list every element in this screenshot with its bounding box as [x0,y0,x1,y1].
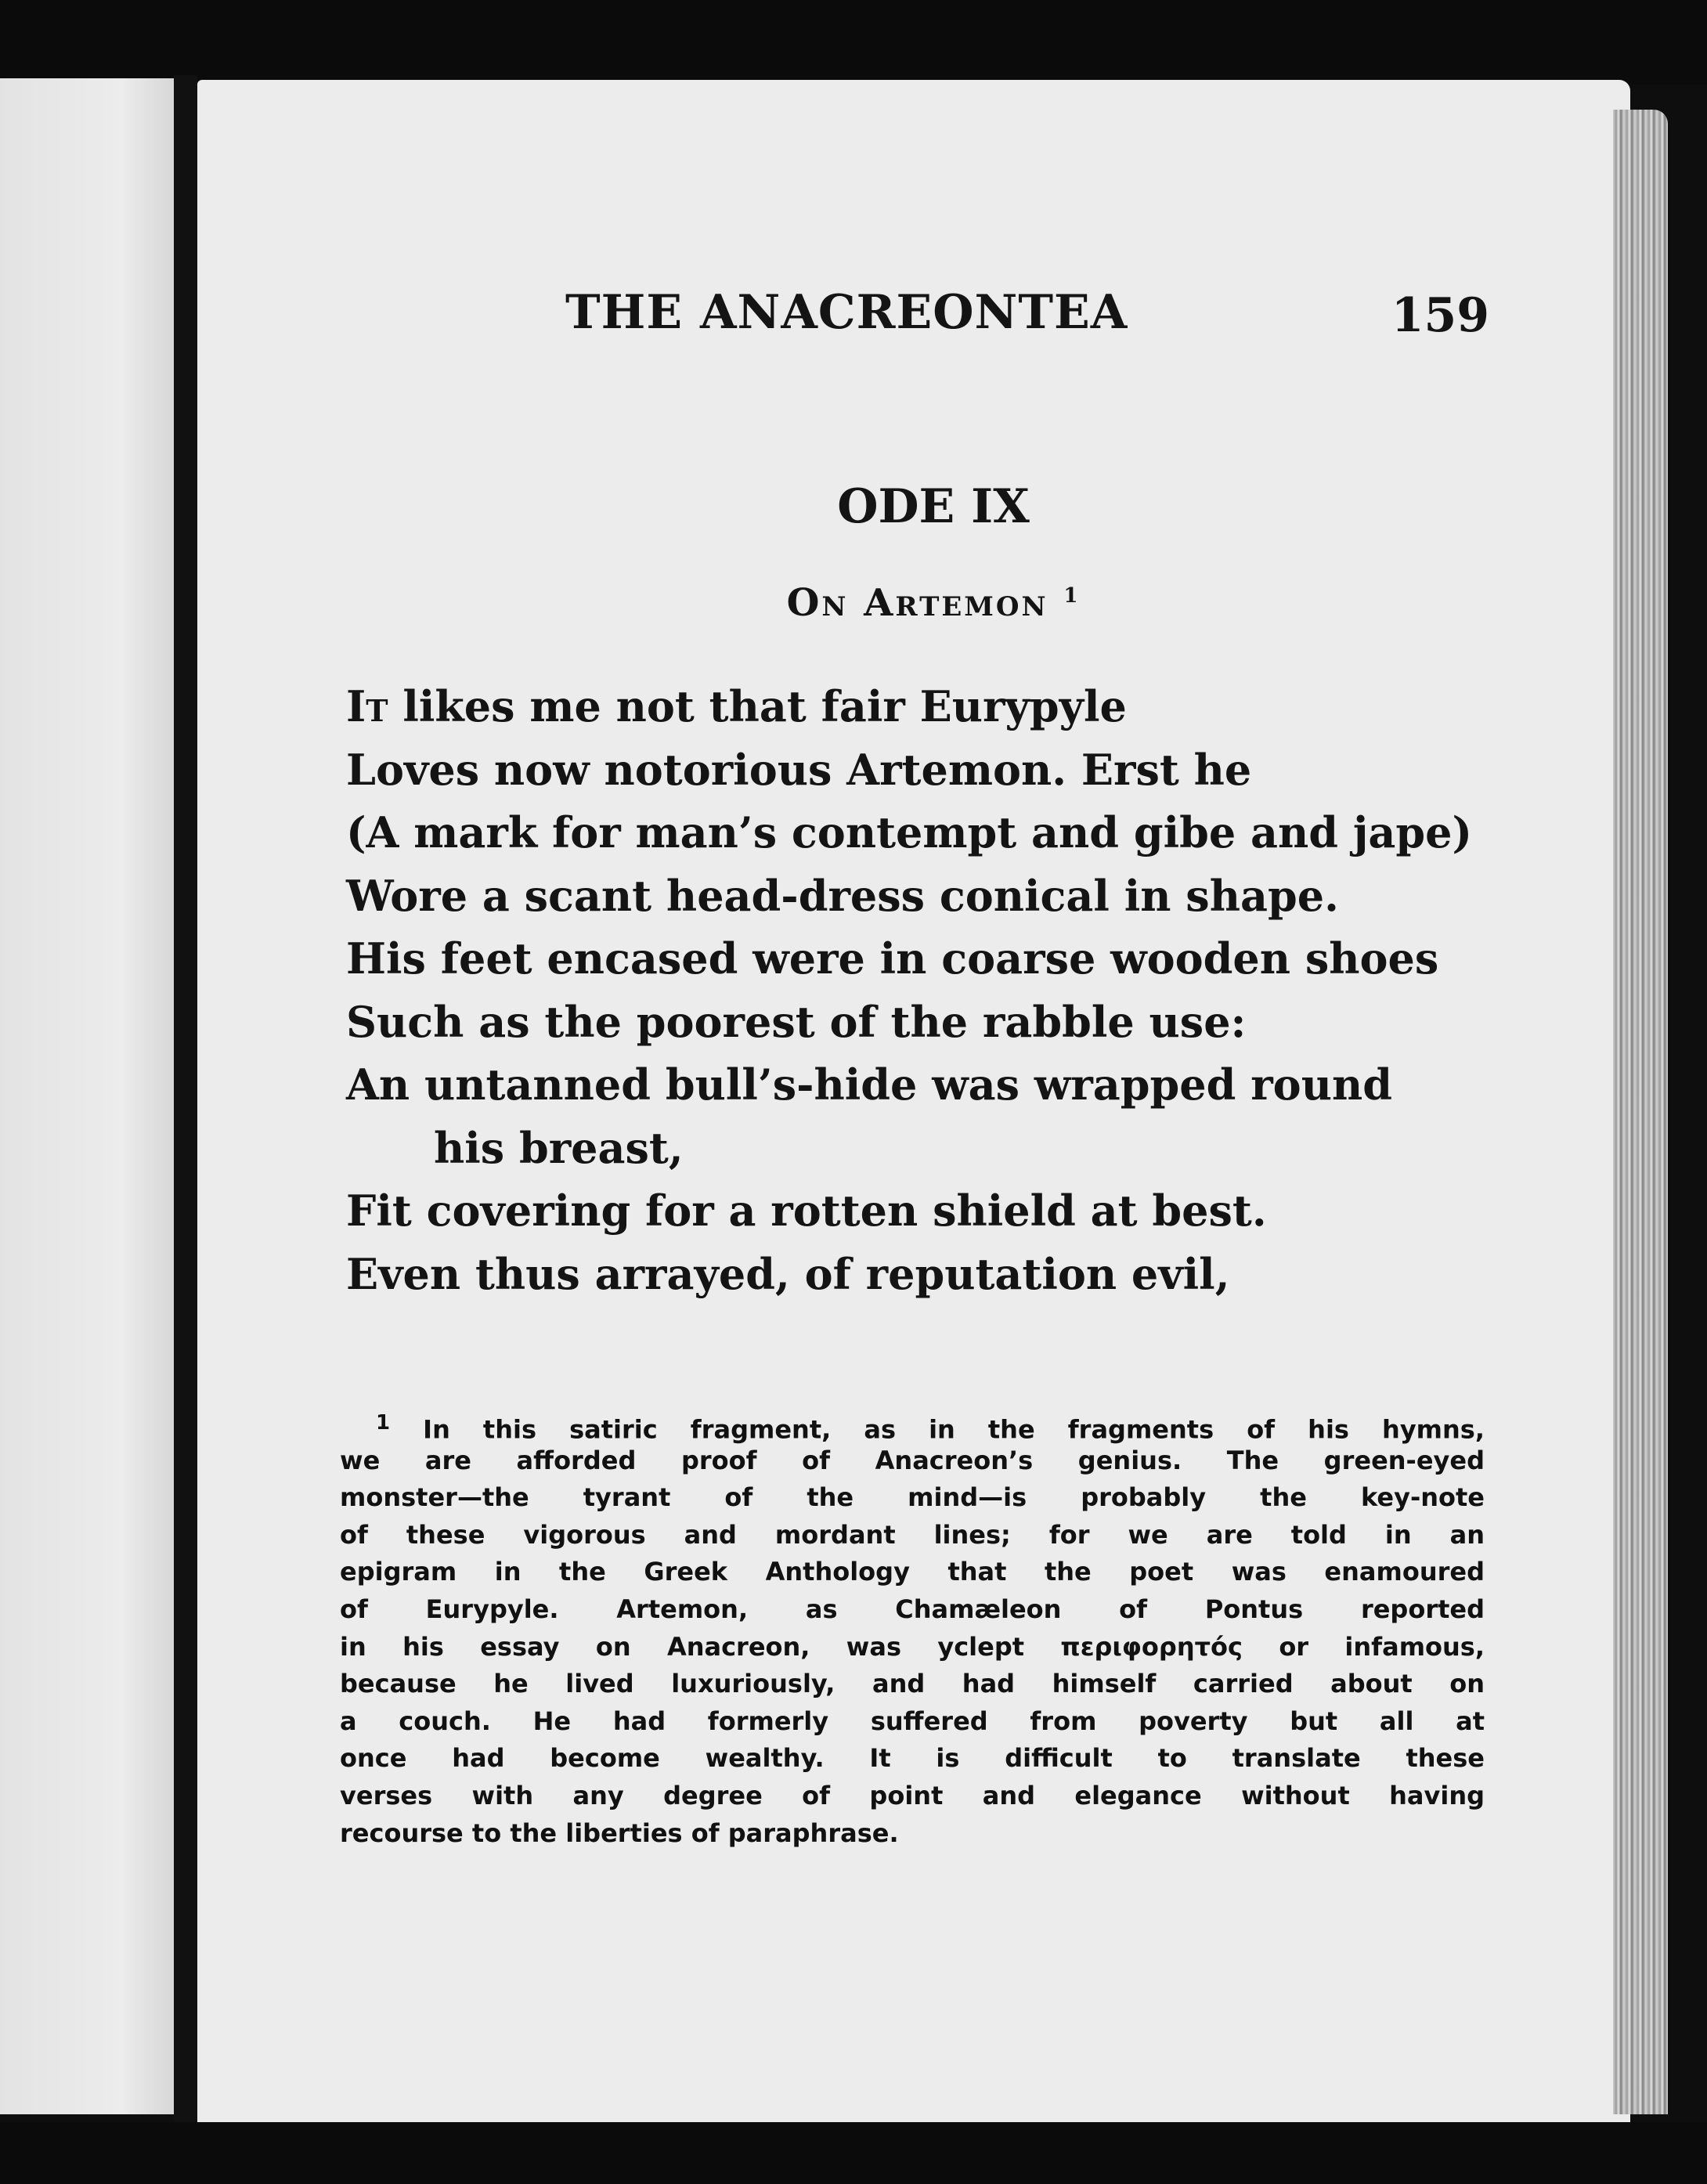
poem [346,675,1481,1305]
page-content [197,80,1630,2138]
verse-line: Loves now notorious Artemon. Erst he [346,744,1252,795]
footnote [340,1405,1485,1852]
page-number: 159 [1391,288,1489,343]
book-gutter [174,75,197,2127]
verse-line: Fit covering for a rotten shield at best. [346,1186,1267,1236]
footnote-reference: 1 [1063,584,1081,608]
verse-line: An untanned bull’s-hide was wrapped round [346,1060,1392,1110]
footnote-line: of Eurypyle. Artemon, as Chamæleon of Pontus reported [340,1594,1485,1624]
footnote-line [340,1405,1485,1445]
verse-line: Such as the poorest of the rabble use: [346,996,1247,1047]
footnote-line: recourse to the liberties of paraphrase. [340,1818,899,1848]
footnote-line: we are afforded proof of Anacreon’s genius. The green-eyed [340,1445,1485,1475]
verse-initial: It [346,681,388,731]
verse-text: likes me not that fair Eurypyle [388,681,1127,731]
footnote-line: because he lived luxuriously, and had himself carried about on [340,1669,1485,1699]
footnote-line: a couch. He had formerly suffered from poverty but all at [340,1706,1485,1736]
verse-line-turnover: his breast, [434,1122,684,1173]
ode-subtitle [197,581,1630,625]
footnote-line: in his essay on Anacreon, was yclept περιφορητός or infamous, [340,1631,1485,1662]
verse-line: Wore a scant head-dress conical in shape. [346,870,1339,921]
verse-line: (A mark for man’s contempt and gibe and jape) [346,807,1473,857]
scan-border-top [0,0,1707,85]
verse-line: Even thus arrayed, of reputation evil, [346,1248,1230,1299]
running-head [565,285,1489,348]
ode-subtitle-text: On Artemon [786,581,1048,625]
verse-line: His feet encased were in coarse wooden shoes [346,933,1439,984]
facing-page-edge [0,78,174,2114]
footnote-line: epigram in the Greek Anthology that the poet was enamoured [340,1557,1485,1587]
footnote-text: In this satiric fragment, as in the fragments of his hymns, [423,1414,1485,1445]
footnote-line: of these vigorous and mordant lines; for we are told in an [340,1519,1485,1550]
running-title: THE ANACREONTEA [565,285,1128,340]
footnote-marker: 1 [376,1411,391,1435]
footnote-line: monster—the tyrant of the mind—is probably the key-note [340,1482,1485,1513]
ode-title: ODE IX [837,479,1030,534]
footnote-line: verses with any degree of point and elegance without having [340,1780,1485,1810]
footnote-line: once had become wealthy. It is difficult to translate these [340,1743,1485,1774]
verse-line [346,675,1481,738]
